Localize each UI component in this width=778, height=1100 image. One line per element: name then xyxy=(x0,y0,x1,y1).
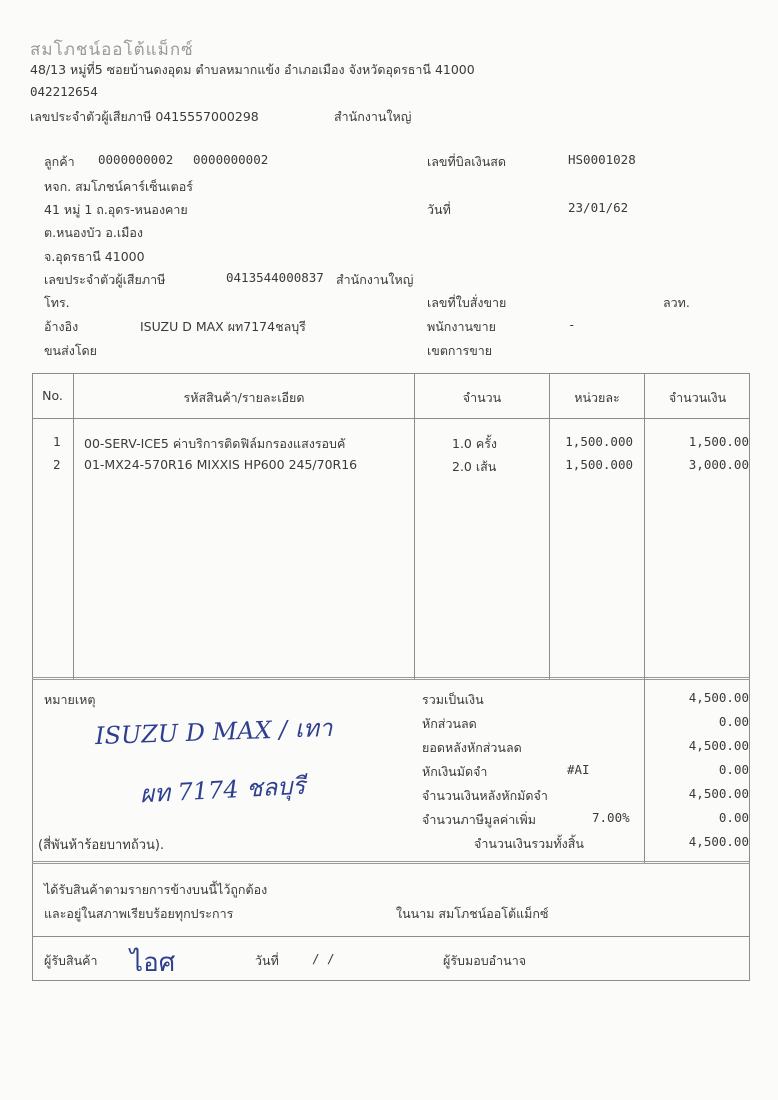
customer-tax-label: เลขประจำตัวผู้เสียภาษี xyxy=(44,272,166,287)
header-unit-price: หน่วยละ xyxy=(574,390,620,405)
bill-date-label: วันที่ xyxy=(427,202,451,217)
footer-divider xyxy=(32,936,750,937)
discount-value: 0.00 xyxy=(718,714,749,729)
subtotal-label: รวมเป็นเงิน xyxy=(422,692,484,707)
authorized-label: ผู้รับมอบอำนาจ xyxy=(443,953,527,968)
row-amount: 1,500.00 xyxy=(688,434,749,449)
vat-rate: 7.00% xyxy=(592,810,630,825)
salesperson-label: พนักงานขาย xyxy=(427,319,496,334)
grand-total-label: จำนวนเงินรวมทั้งสิ้น xyxy=(474,836,584,851)
customer-ship-label: ขนส่งโดย xyxy=(44,343,97,358)
row-description: 01-MX24-570R16 MIXXIS HP600 245/70R16 xyxy=(84,457,358,472)
header-no: No. xyxy=(42,388,63,403)
row-unit-price: 1,500.000 xyxy=(565,457,633,472)
handwritten-remark-2: ผท 7174 ชลบุรี xyxy=(139,771,306,809)
bill-date-value: 23/01/62 xyxy=(568,200,629,215)
deposit-label: หักเงินมัดจำ xyxy=(422,764,488,779)
header-quantity: จำนวน xyxy=(462,390,502,405)
after-deposit-value: 4,500.00 xyxy=(688,786,749,801)
amount-in-words: (สี่พันห้าร้อยบาทถ้วน). xyxy=(38,838,165,853)
receipt-confirmation-1: ได้รับสินค้าตามรายการข้างบนนี้ไว้ถูกต้อง xyxy=(44,882,268,897)
customer-ref-value: ISUZU D MAX ผท7174ชลบุรี xyxy=(140,319,306,334)
receiver-label: ผู้รับสินค้า xyxy=(44,953,98,968)
row-unit-price: 1,500.000 xyxy=(565,434,633,449)
table-body-divider xyxy=(32,677,750,680)
customer-code-2: 0000000002 xyxy=(193,152,269,167)
col-divider-no xyxy=(73,373,74,679)
row-description: 00-SERV-ICE5 ค่าบริการติดฟิล์มกรองแสงรอบคั xyxy=(84,436,346,451)
sales-area-label: เขตการขาย xyxy=(427,343,493,358)
table-header-divider xyxy=(32,418,750,419)
header-amount: จำนวนเงิน xyxy=(668,390,727,405)
bill-no-label: เลขที่บิลเงินสด xyxy=(427,154,506,169)
subtotal-value: 4,500.00 xyxy=(688,690,749,705)
bill-no-value: HS0001028 xyxy=(568,152,636,167)
customer-address-1: 41 หมู่ 1 ถ.อุดร-หนองคาย xyxy=(44,202,188,217)
summary-divider xyxy=(32,861,750,864)
col-divider-desc xyxy=(414,373,415,679)
company-phone: 042212654 xyxy=(30,84,98,99)
order-no-label: เลขที่ใบสั่งขาย xyxy=(427,295,507,310)
customer-code: 0000000002 xyxy=(98,152,174,167)
after-discount-value: 4,500.00 xyxy=(688,738,749,753)
after-deposit-label: จำนวนเงินหลังหักมัดจำ xyxy=(422,788,548,803)
row-amount: 3,000.00 xyxy=(688,457,749,472)
remark-label: หมายเหตุ xyxy=(44,692,96,707)
grand-total-value: 4,500.00 xyxy=(688,834,749,849)
customer-tel-label: โทร. xyxy=(44,295,70,310)
order-no-value: ลวท. xyxy=(663,295,690,310)
company-branch: สำนักงานใหญ่ xyxy=(334,109,412,124)
receipt-confirmation-2: และอยู่ในสภาพเรียบร้อยทุกประการ xyxy=(44,906,234,921)
row-no: 2 xyxy=(53,457,61,472)
customer-name: หจก. สมโภชน์คาร์เซ็นเตอร์ xyxy=(44,179,193,194)
row-quantity: 1.0 ครั้ง xyxy=(452,436,498,451)
receiver-signature: ไอศ xyxy=(130,948,176,978)
customer-label: ลูกค้า xyxy=(44,154,75,169)
col-divider-qty xyxy=(549,373,550,679)
vat-value: 0.00 xyxy=(718,810,749,825)
receipt-date-blank: / / xyxy=(312,951,335,966)
customer-address-2: ต.หนองบัว อ.เมือง xyxy=(44,225,144,240)
header-description: รหัสสินค้า/รายละเอียด xyxy=(183,390,305,405)
company-name: สมโภชน์ออโต้แม็กซ์ xyxy=(30,40,194,60)
salesperson-value: - xyxy=(568,317,576,332)
customer-address-3: จ.อุดรธานี 41000 xyxy=(44,249,145,264)
on-behalf-of: ในนาม สมโภชน์ออโต้แม็กซ์ xyxy=(396,906,549,921)
discount-label: หักส่วนลด xyxy=(422,716,477,731)
row-no: 1 xyxy=(53,434,61,449)
handwritten-remark-1: ISUZU D MAX / เทา xyxy=(94,713,333,751)
deposit-value: 0.00 xyxy=(718,762,749,777)
customer-tax-id: 0413544000837 xyxy=(226,270,324,285)
deposit-ref: #AI xyxy=(567,762,590,777)
receipt-date-label: วันที่ xyxy=(255,953,279,968)
row-quantity: 2.0 เส้น xyxy=(452,459,497,474)
company-address: 48/13 หมู่ที่5 ซอยบ้านดงอุดม ตำบลหมากแข้ง อำเภอเมือง จังหวัดอุดรธานี 41000 xyxy=(30,62,475,77)
company-tax-id: เลขประจำตัวผู้เสียภาษี 0415557000298 xyxy=(30,109,259,124)
vat-label: จำนวนภาษีมูลค่าเพิ่ม xyxy=(422,812,536,827)
customer-branch: สำนักงานใหญ่ xyxy=(336,272,414,287)
after-discount-label: ยอดหลังหักส่วนลด xyxy=(422,740,522,755)
customer-ref-label: อ้างอิง xyxy=(44,319,79,334)
